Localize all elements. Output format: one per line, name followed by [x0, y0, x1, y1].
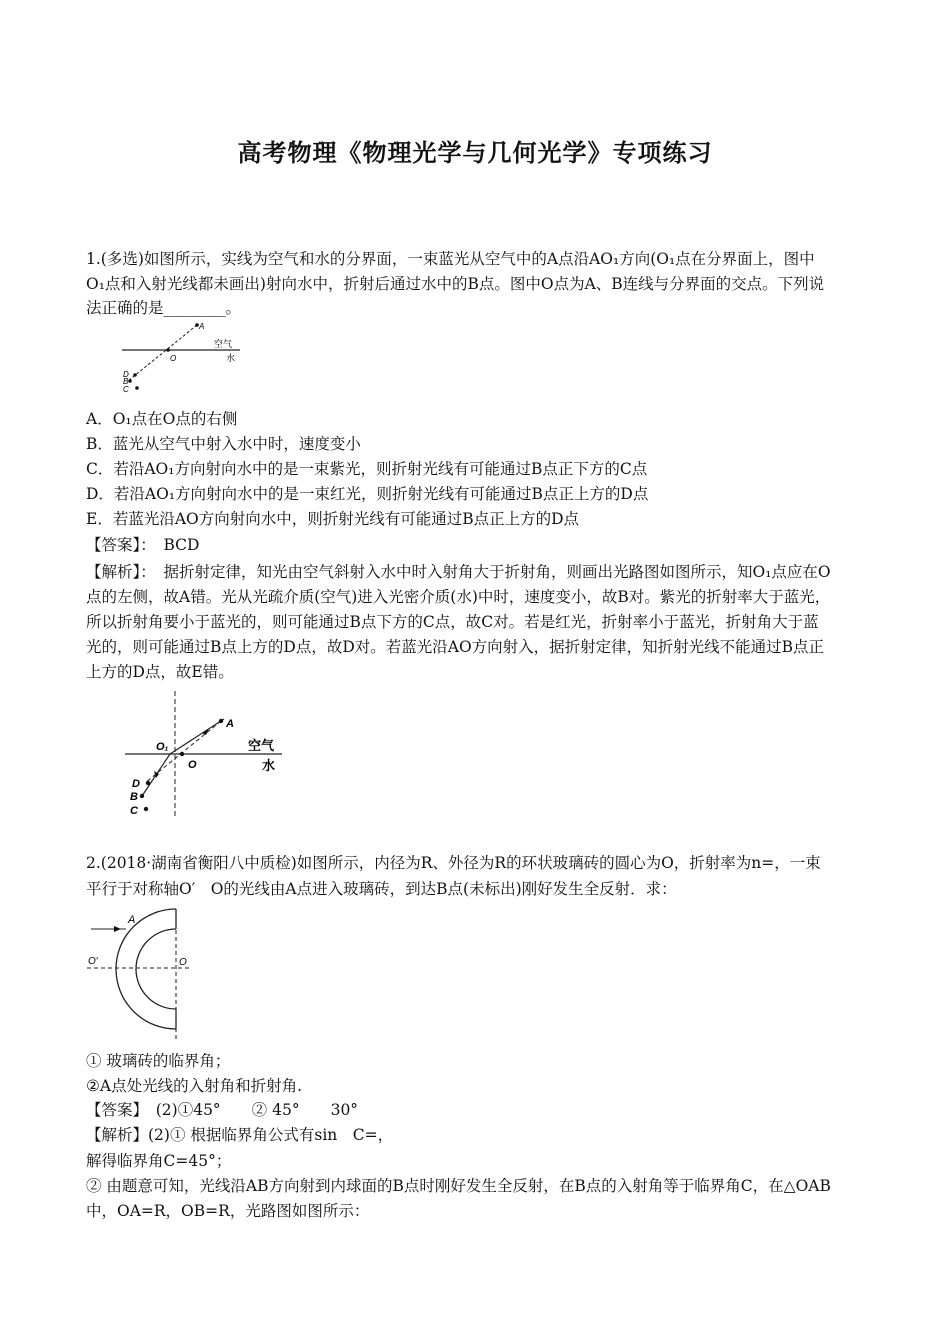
label-a: A	[199, 322, 205, 331]
q1-option: E．若蓝光沿AO方向射向水中，则折射光线有可能通过B点正上方的D点	[86, 510, 580, 528]
q2-analysis-line: ② 由题意可知，光线沿AB方向射到内球面的B点时刚好发生全反射，在B点的入射角等于临界角C，在△OAB	[86, 1177, 831, 1195]
q1-option: C．若沿AO₁方向射向水中的是一束紫光，则折射光线有可能通过B点正下方的C点	[86, 460, 648, 478]
q1-answer: 【答案】： BCD	[86, 536, 200, 554]
q2-figure-glass-ring	[86, 905, 198, 1043]
label-o: O	[179, 957, 187, 968]
q1-option: D．若沿AO₁方向射向水中的是一束红光，则折射光线有可能通过B点正上方的D点	[86, 485, 649, 503]
q2-stem-line: 2.(2018·湖南省衡阳八中质检)如图所示，内径为R、外径为R的环状玻璃砖的圆心为O，折射率为n=，一束	[86, 854, 821, 872]
q2-stem-line: 平行于对称轴O′ O的光线由A点进入玻璃砖，到达B点(未标出)刚好发生全反射．求：	[86, 880, 677, 898]
q1-stem-line: O₁点和入射光线都未画出)射向水中，折射后通过水中的B点。图中O点为A、B连线与分界面的交点。下列说	[86, 275, 825, 293]
q1-option: B．蓝光从空气中射入水中时，速度变小	[86, 435, 361, 453]
q1-analysis-line: 【解析】： 据折射定律，知光由空气斜射入水中时入射角大于折射角，则画出光路图如图所示，知O₁点应在O	[86, 563, 831, 581]
q1-analysis-line: 上方的D点，故E错。	[86, 663, 234, 681]
q1-figure-refraction	[110, 320, 250, 400]
q2-answer: 【答案】 (2)①45° ② 45° 30°	[86, 1101, 359, 1119]
label-air: 空气	[248, 738, 275, 753]
q2-analysis-line: 解得临界角C=45°；	[86, 1152, 232, 1170]
page-title: 高考物理《物理光学与几何光学》专项练习	[237, 139, 713, 167]
q1-analysis-figure	[120, 688, 290, 820]
q2-analysis-line: 【解析】(2)① 根据临界角公式有sin C=，	[86, 1126, 394, 1144]
label-o: O	[170, 354, 177, 363]
q1-option: A．O₁点在O点的右侧	[86, 410, 238, 428]
q1-stem-line: 1.(多选)如图所示，实线为空气和水的分界面，一束蓝光从空气中的A点沿AO₁方向(O₁点在分界面上，图中	[86, 250, 815, 268]
q2-item: ②A点处光线的入射角和折射角.	[86, 1077, 303, 1095]
label-d: D	[123, 370, 129, 379]
label-water: 水	[226, 353, 236, 363]
label-b: B	[123, 377, 129, 386]
q1-analysis-line: 点的左侧，故A错。光从光疏介质(空气)进入光密介质(水)中时，速度变小，故B对。紫光的折射率大于蓝光，	[86, 588, 831, 606]
q2-item: ① 玻璃砖的临界角；	[86, 1052, 231, 1070]
q2-analysis-line: 中，OA=R，OB=R，光路图如图所示：	[86, 1202, 370, 1220]
q1-analysis-line: 光的，则可能通过B点上方的D点，故D对。若蓝光沿AO方向射入，据折射定律，知折射光线不能通过B点正	[86, 638, 825, 656]
label-a: A	[226, 718, 234, 730]
label-water: 水	[262, 758, 276, 773]
label-o: O	[188, 759, 197, 771]
label-air: 空气	[214, 339, 233, 349]
label-d: D	[132, 778, 140, 790]
label-b: B	[130, 791, 138, 803]
label-a: A	[128, 914, 136, 926]
q1-stem-line: 法正确的是________。	[86, 299, 242, 317]
q1-analysis-line: 所以折射角要小于蓝光的，则可能通过B点下方的C点，故C对。若是红光，折射率小于蓝光，折射角大于蓝	[86, 613, 819, 631]
label-o-prime: O′	[88, 956, 98, 967]
label-c: C	[123, 385, 129, 394]
label-o1: O₁	[156, 741, 169, 753]
label-c: C	[130, 805, 138, 817]
